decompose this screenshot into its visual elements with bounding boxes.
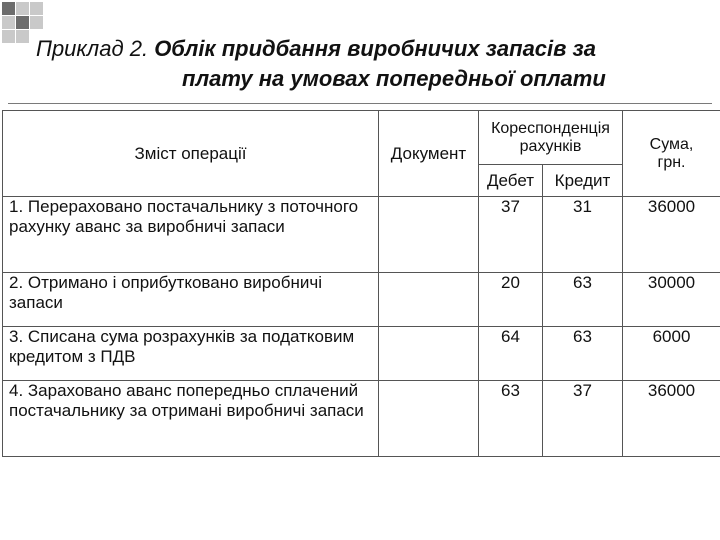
square-decoration	[2, 16, 15, 29]
row-content: 3. Списана сума розрахунків за податковим кредитом з ПДВ	[3, 327, 379, 381]
row-debit: 64	[479, 327, 543, 381]
title-line-1: Облік придбання виробничих запасів за	[154, 36, 597, 61]
square-decoration	[16, 2, 29, 15]
row-sum: 6000	[623, 327, 720, 381]
row-document	[379, 273, 479, 327]
title-divider	[8, 103, 712, 104]
header-sum-line1: Сума,	[649, 135, 694, 153]
square-decoration	[2, 2, 15, 15]
row-sum: 36000	[623, 197, 720, 273]
square-decoration	[30, 16, 43, 29]
page-title	[36, 34, 716, 94]
header-sum-line2: грн.	[657, 153, 686, 171]
row-debit: 20	[479, 273, 543, 327]
header-correspondence-line1: Кореспонденція	[491, 119, 610, 137]
header-correspondence-line2: рахунків	[519, 137, 582, 155]
square-decoration	[16, 16, 29, 29]
row-credit: 63	[543, 273, 623, 327]
header-debit: Дебет	[479, 165, 543, 197]
table-row	[3, 327, 720, 381]
row-content: 4. Зараховано аванс попередньо сплачений постачальнику за отримані виробничі запаси	[3, 381, 379, 457]
row-debit: 63	[479, 381, 543, 457]
row-content: 2. Отримано і оприбутковано виробничі запаси	[3, 273, 379, 327]
table-row	[3, 273, 720, 327]
row-sum: 30000	[623, 273, 720, 327]
row-credit: 63	[543, 327, 623, 381]
table-row	[3, 381, 720, 457]
row-content: 1. Перераховано постачальнику з поточного рахунку аванс за виробничі запаси	[3, 197, 379, 273]
header-credit: Кредит	[543, 165, 623, 197]
header-content: Зміст операції	[3, 111, 379, 197]
square-decoration	[2, 30, 15, 43]
row-document	[379, 197, 479, 273]
row-debit: 37	[479, 197, 543, 273]
row-credit: 31	[543, 197, 623, 273]
title-line-2: плату на умовах попередньої оплати	[182, 66, 606, 91]
accounting-table	[2, 110, 720, 457]
table-row	[3, 197, 720, 273]
row-document	[379, 327, 479, 381]
header-row	[3, 111, 720, 165]
row-document	[379, 381, 479, 457]
header-correspondence	[479, 111, 623, 165]
square-decoration	[16, 30, 29, 43]
row-credit: 37	[543, 381, 623, 457]
header-sum	[623, 111, 720, 197]
title-prefix: Приклад 2.	[36, 36, 149, 61]
header-document: Документ	[379, 111, 479, 197]
row-sum: 36000	[623, 381, 720, 457]
square-decoration	[30, 2, 43, 15]
